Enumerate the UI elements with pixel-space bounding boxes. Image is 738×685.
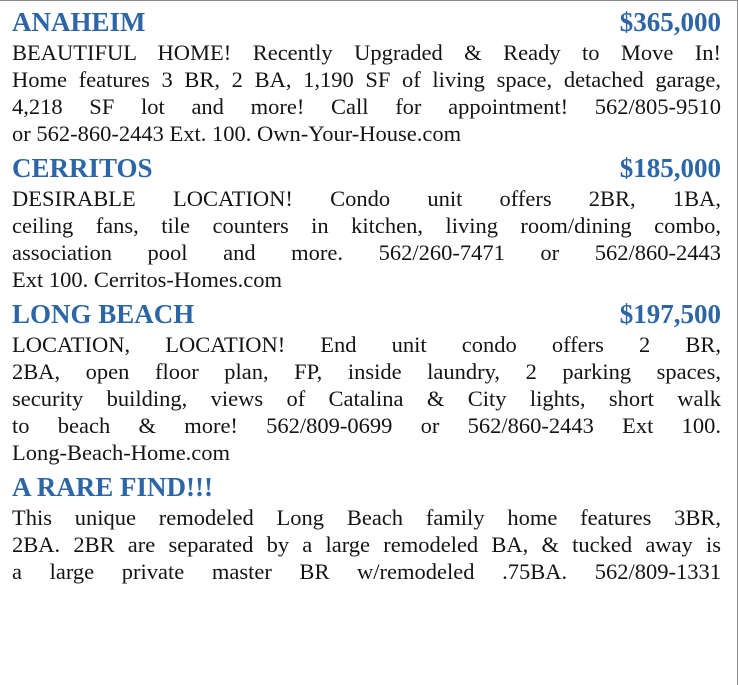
- listing-text-line: to beach & more! 562/809-0699 or 562/860-2443 Ext 100.: [12, 413, 721, 438]
- listing-cerritos: [12, 151, 721, 293]
- listing-text-line: Long-Beach-Home.com: [12, 440, 231, 465]
- listing-title: A RARE FIND!!!: [12, 472, 213, 502]
- listing-price: $197,500: [619, 299, 721, 329]
- listing-header: [12, 151, 721, 185]
- listing-header: [12, 5, 721, 39]
- listing-city: LONG BEACH: [12, 299, 195, 329]
- listing-text-line: BEAUTIFUL HOME! Recently Upgraded & Ready to Move In!: [12, 40, 721, 65]
- listing-city: ANAHEIM: [12, 7, 146, 37]
- listing-anaheim: [12, 5, 721, 147]
- listing-text-line: 2BA, open floor plan, FP, inside laundry, 2 parking spaces,: [12, 359, 721, 384]
- listing-rare-find: [12, 470, 721, 585]
- listing-text-line: 2BA. 2BR are separated by a large remodeled BA, & tucked away is: [12, 532, 721, 557]
- listing-text-line: 4,218 SF lot and more! Call for appointment! 562/805-9510: [12, 94, 721, 119]
- listing-price: $365,000: [619, 7, 721, 37]
- listing-text-line: association pool and more. 562/260-7471 or 562/860-2443: [12, 240, 721, 265]
- listing-long-beach: [12, 297, 721, 466]
- listing-text-line: Ext 100. Cerritos-Homes.com: [12, 267, 282, 292]
- listing-price: $185,000: [619, 153, 721, 183]
- listing-city: CERRITOS: [12, 153, 153, 183]
- listing-text-line: This unique remodeled Long Beach family home features 3BR,: [12, 505, 721, 530]
- listing-text-line: a large private master BR w/remodeled .75BA. 562/809-1331: [12, 559, 721, 584]
- listing-text-line: DESIRABLE LOCATION! Condo unit offers 2BR, 1BA,: [12, 186, 721, 211]
- listing-text-line: security building, views of Catalina & City lights, short walk: [12, 386, 721, 411]
- listing-text-line: Home features 3 BR, 2 BA, 1,190 SF of living space, detached garage,: [12, 67, 721, 92]
- listing-text-line: or 562-860-2443 Ext. 100. Own-Your-House.com: [12, 121, 462, 146]
- listing-text-line: ceiling fans, tile counters in kitchen, living room/dining combo,: [12, 213, 721, 238]
- listing-text-line: LOCATION, LOCATION! End unit condo offers 2 BR,: [12, 332, 721, 357]
- listing-header: [12, 470, 721, 504]
- listing-header: [12, 297, 721, 331]
